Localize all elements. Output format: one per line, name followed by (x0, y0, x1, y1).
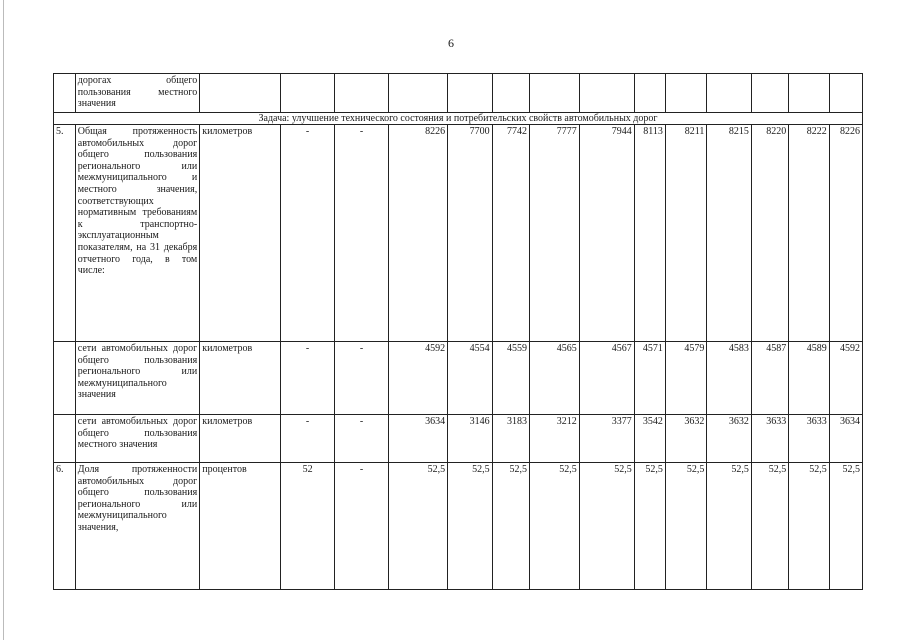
year-value-cell: 8215 (707, 125, 752, 342)
year-value-cell: 8226 (388, 125, 447, 342)
year-value-cell: 3633 (789, 415, 829, 463)
year-value-cell: 4579 (665, 342, 706, 415)
indicator-name-cell: Общая протяженность автомобильных дорог общего пользования регионального или межмуниципального и местного значения, соответствующих нормативным требованиям к транспортно-эксплуатационным показателям, на 31 декабря отчетного года, в том числе: (75, 125, 199, 342)
year-value-cell: 52,5 (529, 463, 579, 590)
row-number-cell (54, 74, 76, 113)
base-value-cell: - (335, 125, 389, 342)
base-value-cell: - (335, 342, 389, 415)
year-value-cell: 7742 (492, 125, 529, 342)
year-value-cell: 3183 (492, 415, 529, 463)
year-value-cell (634, 74, 665, 113)
row-number-cell (54, 342, 76, 415)
base-value-cell (281, 74, 335, 113)
year-value-cell: 8113 (634, 125, 665, 342)
year-value-cell: 4554 (448, 342, 493, 415)
year-value-cell: 4587 (751, 342, 788, 415)
year-value-cell: 52,5 (634, 463, 665, 590)
year-value-cell (829, 74, 862, 113)
page-edge-line (3, 0, 4, 640)
year-value-cell: 3633 (751, 415, 788, 463)
year-value-cell: 4567 (579, 342, 634, 415)
task-header-row (54, 113, 863, 125)
year-value-cell: 52,5 (789, 463, 829, 590)
table-row (54, 342, 863, 415)
year-value-cell (789, 74, 829, 113)
indicators-table (53, 73, 863, 590)
table-row-continued (54, 74, 863, 113)
year-value-cell (751, 74, 788, 113)
indicator-name-cell: сети автомобильных дорог общего пользования местного значения (75, 415, 199, 463)
year-value-cell: 52,5 (492, 463, 529, 590)
year-value-cell: 3634 (829, 415, 862, 463)
year-value-cell (388, 74, 447, 113)
base-value-cell: - (335, 463, 389, 590)
year-value-cell: 4559 (492, 342, 529, 415)
year-value-cell (529, 74, 579, 113)
year-value-cell: 3632 (707, 415, 752, 463)
unit-cell (200, 74, 281, 113)
year-value-cell: 52,5 (829, 463, 862, 590)
base-value-cell: - (281, 125, 335, 342)
year-value-cell: 52,5 (665, 463, 706, 590)
year-value-cell (665, 74, 706, 113)
unit-cell: километров (200, 415, 281, 463)
year-value-cell: 52,5 (707, 463, 752, 590)
unit-cell: процентов (200, 463, 281, 590)
page-number: 6 (448, 36, 454, 50)
unit-cell: километров (200, 342, 281, 415)
base-value-cell (335, 74, 389, 113)
year-value-cell (492, 74, 529, 113)
year-value-cell: 52,5 (751, 463, 788, 590)
year-value-cell: 3146 (448, 415, 493, 463)
row-number-cell (54, 415, 76, 463)
indicator-name-cell: дорогах общего пользования местного значения (75, 74, 199, 113)
unit-cell: километров (200, 125, 281, 342)
base-value-cell: - (281, 342, 335, 415)
year-value-cell: 3632 (665, 415, 706, 463)
year-value-cell: 8222 (789, 125, 829, 342)
year-value-cell: 4571 (634, 342, 665, 415)
year-value-cell: 3377 (579, 415, 634, 463)
table-row (54, 125, 863, 342)
year-value-cell: 52,5 (388, 463, 447, 590)
year-value-cell: 7944 (579, 125, 634, 342)
base-value-cell: - (335, 415, 389, 463)
row-number-cell: 6. (54, 463, 76, 590)
year-value-cell: 8211 (665, 125, 706, 342)
year-value-cell: 3634 (388, 415, 447, 463)
indicator-name-cell: Доля протяженности автомобильных дорог общего пользования регионального или межмуниципального значения, (75, 463, 199, 590)
year-value-cell: 4592 (388, 342, 447, 415)
year-value-cell: 4592 (829, 342, 862, 415)
base-value-cell: 52 (281, 463, 335, 590)
year-value-cell (448, 74, 493, 113)
row-number-cell: 5. (54, 125, 76, 342)
year-value-cell: 8226 (829, 125, 862, 342)
year-value-cell: 3212 (529, 415, 579, 463)
table-row (54, 415, 863, 463)
year-value-cell: 4589 (789, 342, 829, 415)
year-value-cell: 8220 (751, 125, 788, 342)
year-value-cell: 4565 (529, 342, 579, 415)
table-row (54, 463, 863, 590)
year-value-cell: 3542 (634, 415, 665, 463)
year-value-cell: 52,5 (448, 463, 493, 590)
year-value-cell (707, 74, 752, 113)
year-value-cell: 52,5 (579, 463, 634, 590)
year-value-cell: 7700 (448, 125, 493, 342)
year-value-cell (579, 74, 634, 113)
base-value-cell: - (281, 415, 335, 463)
year-value-cell: 7777 (529, 125, 579, 342)
task-header-cell: Задача: улучшение технического состояния и потребительских свойств автомобильных дорог (54, 113, 863, 125)
year-value-cell: 4583 (707, 342, 752, 415)
indicator-name-cell: сети автомобильных дорог общего пользования регионального или межмуниципального значения (75, 342, 199, 415)
